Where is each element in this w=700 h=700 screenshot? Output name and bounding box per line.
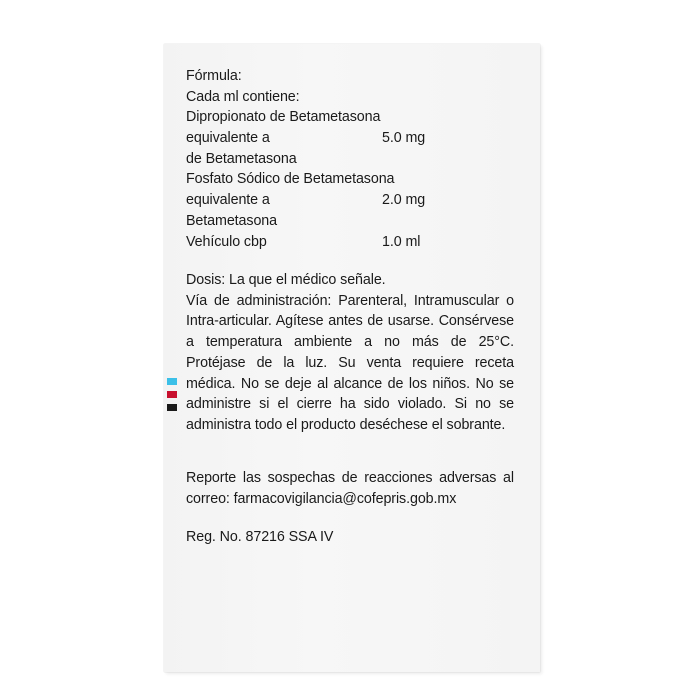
- formula-line: [186, 87, 514, 108]
- formula-section: [186, 66, 514, 252]
- dosage-text: Dosis: La que el médico señale.: [186, 272, 386, 288]
- cyan-print-mark: [167, 378, 177, 385]
- print-color-marks: [167, 378, 177, 417]
- formula-line: [186, 128, 514, 149]
- formula-line: [186, 149, 514, 170]
- formula-line: [186, 169, 514, 190]
- black-print-mark: [167, 404, 177, 411]
- red-print-mark: [167, 391, 177, 398]
- formula-line: [186, 107, 514, 128]
- formula-line-text: Fórmula:: [186, 68, 242, 84]
- formula-line-text: Dipropionato de Betametasona: [186, 109, 381, 126]
- formula-line-amount: 1.0 ml: [382, 233, 421, 250]
- registration-number: Reg. No. 87216 SSA IV: [186, 529, 334, 545]
- administration-text: Vía de administración: Parenteral, Intramuscular o Intra-articular. Agítese antes de usarse. Consérvese a temperatura ambiente a no más de 25°C. Protéjase de la luz. Su venta requiere receta médica. No se deje al alcance de los niños. No se administre si el cierre ha sido violado. Si no se administra todo el producto deséchese el sobrante.: [186, 292, 514, 433]
- formula-line: [186, 232, 514, 253]
- formula-line-text: Cada ml contiene:: [186, 88, 300, 105]
- formula-line-amount: 5.0 mg: [382, 130, 426, 147]
- formula-line-text: equivalente a: [186, 192, 270, 209]
- formula-line-text: Vehículo cbp: [186, 233, 267, 250]
- formula-line-text: Fosfato Sódico de Betametasona: [186, 171, 395, 188]
- formula-line-text: Betametasona: [186, 212, 277, 229]
- formula-line-text: equivalente a: [186, 130, 270, 147]
- formula-line: [186, 190, 514, 211]
- adverse-reaction-report: Reporte las sospechas de reacciones adversas al correo: farmacovigilancia@cofepris.gob.mx: [186, 470, 514, 507]
- dosage-section: [186, 270, 514, 436]
- formula-line: [186, 66, 514, 87]
- formula-line-text: de Betametasona: [186, 150, 297, 167]
- formula-line-amount: 2.0 mg: [382, 192, 426, 209]
- formula-line: [186, 211, 514, 232]
